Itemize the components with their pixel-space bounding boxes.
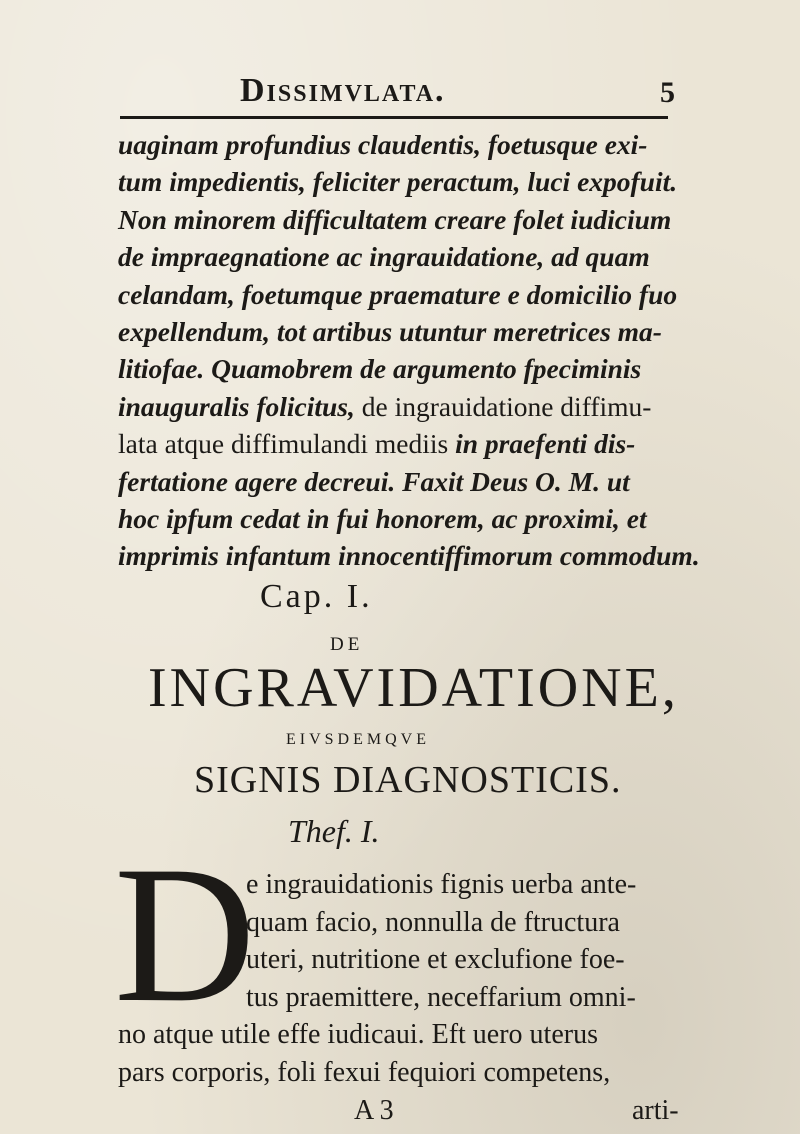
- header-rule: [120, 116, 668, 119]
- roman-run: lata atque diffimulandi mediis: [118, 428, 456, 460]
- text-line: quam facio, nonnulla de ftructura: [246, 906, 620, 938]
- text-line: tum impedientis, feliciter peractum, luci expofuit.: [118, 166, 678, 198]
- text-line: celandam, foetumque praemature e domicilio fuo: [118, 278, 678, 310]
- chapter-title: INGRAVIDATIONE,: [148, 657, 679, 719]
- text-line: uteri, nutritione et exclufione foe-: [246, 944, 625, 976]
- italic-run: in praefenti dis-: [455, 428, 636, 460]
- text-line: de impraegnatione ac ingrauidatione, ad quam: [118, 241, 650, 273]
- text-line: fertatione agere decreui. Faxit Deus O. M. ut: [118, 465, 630, 497]
- body-text: [118, 866, 688, 1092]
- running-title: Dissimvlata.: [240, 72, 446, 109]
- chapter-eiusdem: EIVSDEMQVE: [286, 731, 430, 748]
- running-head: [0, 66, 800, 116]
- text-line: tus praemittere, neceffarium omni-: [246, 981, 636, 1013]
- signature-mark: A 3: [354, 1095, 394, 1126]
- text-line: imprimis infantum innocentiffimorum commodum.: [118, 540, 700, 572]
- text-line: Non minorem difficultatem creare folet iudicium: [118, 203, 672, 235]
- text-line: litiofae. Quamobrem de argumento fpeciminis: [118, 353, 642, 385]
- chapter-number: Cap. I.: [260, 578, 373, 615]
- text-line: no atque utile effe iudicaui. Eft uero uterus: [118, 1019, 598, 1051]
- drop-cap: D: [114, 826, 256, 1043]
- roman-run: de ingrauidatione diffimu-: [354, 390, 652, 422]
- chapter-de: DE: [330, 634, 364, 655]
- chapter-subtitle: SIGNIS DIAGNOSTICIS.: [194, 759, 622, 801]
- text-line: e ingrauidationis fignis uerba ante-: [246, 869, 637, 900]
- text-line: [118, 425, 678, 462]
- italic-run: inauguralis folicitus,: [118, 390, 355, 422]
- text-line: hoc ipfum cedat in fui honorem, ac proximi, et: [118, 503, 647, 535]
- text-line: uaginam profundius claudentis, foetusque exi-: [118, 129, 648, 160]
- thesis-heading: Thef. I.: [288, 813, 380, 849]
- preface-text: [118, 126, 700, 575]
- catchword: arti-: [632, 1095, 679, 1126]
- text-line: pars corporis, foli fexui fequiori competens,: [118, 1056, 611, 1088]
- text-line: expellendum, tot artibus utuntur meretrices ma-: [118, 316, 662, 348]
- page-number: 5: [660, 76, 675, 109]
- text-line: [118, 388, 678, 425]
